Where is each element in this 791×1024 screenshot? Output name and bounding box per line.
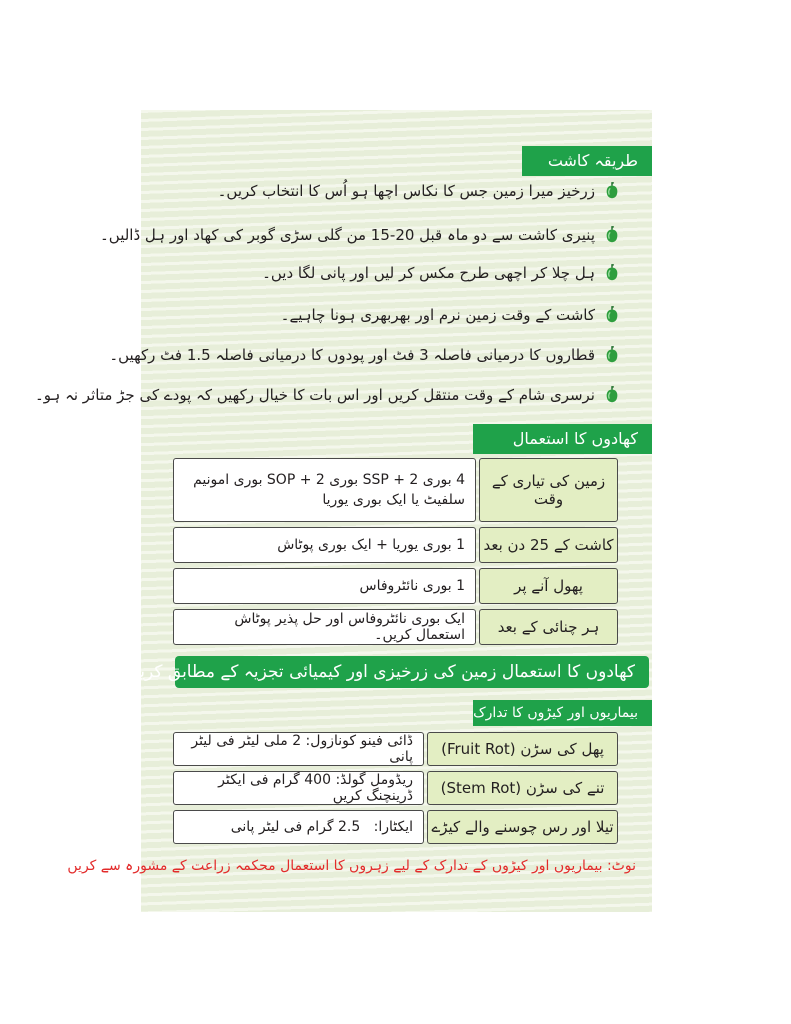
pepper-icon [603, 346, 621, 364]
fertilizer-stage: زمین کی تیاری کے وقت [479, 458, 618, 522]
cultivation-text: زرخیز میرا زمین جس کا نکاس اچھا ہو اُس کا انتخاب کریں۔ [217, 182, 595, 200]
cultivation-item [262, 264, 621, 282]
cultivation-text: نرسری شام کے وقت منتقل کریں اور اس بات کا خیال رکھیں کہ پودے کی جڑ متاثر نہ ہو۔ [34, 386, 595, 404]
disease-treatment: ڈائی فینو کونازول: 2 ملی لیٹر فی لیٹر پانی [173, 732, 424, 766]
pepper-icon [603, 182, 621, 200]
cultivation-text: پنیری کاشت سے دو ماہ قبل 20-15 من گلی سڑی گوبر کی کھاد اور ہل ڈالیں۔ [99, 226, 595, 244]
cultivation-text: کاشت کے وقت زمین نرم اور بھربھری ہونا چاہیے۔ [280, 306, 595, 324]
cultivation-text: ہل چلا کر اچھی طرح مکس کر لیں اور پانی لگا دیں۔ [262, 264, 595, 282]
disease-treatment: ایکٹارا: 2.5 گرام فی لیٹر پانی [173, 810, 424, 844]
fertilizer-dose: ایک بوری نائٹروفاس اور حل پذیر پوٹاش استعمال کریں۔ [173, 609, 476, 645]
fertilizer-dose: 1 بوری نائٹروفاس [173, 568, 476, 604]
cultivation-item [35, 386, 621, 404]
pepper-icon [603, 226, 621, 244]
cultivation-text: قطاروں کا درمیانی فاصلہ 3 فٹ اور پودوں کا درمیانی فاصلہ 1.5 فٹ رکھیں۔ [109, 346, 595, 364]
footer-note: نوٹ: بیماریوں اور کیڑوں کے تدارک کے لیے زہروں کا استعمال محکمہ زراعت کے مشورہ سے کریں [67, 858, 636, 874]
fertilizer-note-banner: کھادوں کا استعمال زمین کی زرخیزی اور کیمیائی تجزیہ کے مطابق کریں۔ [175, 656, 649, 688]
pepper-icon [603, 306, 621, 324]
pepper-icon [603, 264, 621, 282]
pepper-icon [603, 386, 621, 404]
disease-name: تیلا اور رس چوسنے والے کیڑے [427, 810, 618, 844]
disease-treatment: ریڈومل گولڈ: 400 گرام فی ایکٹر ڈرینچنگ کریں [173, 771, 424, 805]
disease-name: تنے کی سڑن (Stem Rot) [427, 771, 618, 805]
fertilizer-stage: کاشت کے 25 دن بعد [479, 527, 618, 563]
cultivation-item [281, 306, 621, 324]
disease-title: بیماریوں اور کیڑوں کا تدارک [473, 700, 652, 726]
cultivation-title: طریقہ کاشت [522, 146, 652, 176]
disease-name: پھل کی سڑن (Fruit Rot) [427, 732, 618, 766]
fertilizer-stage: ہر چنائی کے بعد [479, 609, 618, 645]
cultivation-item [218, 182, 621, 200]
fertilizer-stage: پھول آنے پر [479, 568, 618, 604]
fertilizer-dose: 4 بوری SSP + 2 بوری SOP + 2 بوری امونیم سلفیٹ یا ایک بوری یوریا [173, 458, 476, 522]
fertilizer-title: کھادوں کا استعمال [473, 424, 652, 454]
cultivation-item [109, 346, 621, 364]
fertilizer-dose: 1 بوری یوریا + ایک بوری پوٹاش [173, 527, 476, 563]
cultivation-item [100, 226, 621, 244]
